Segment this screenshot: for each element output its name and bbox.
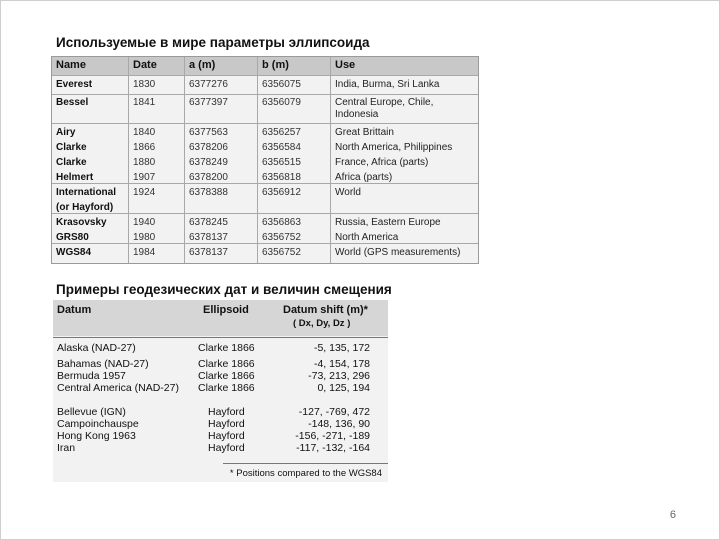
ellipsoid-cell-a: 6378200 bbox=[189, 172, 228, 183]
ellipsoid-cell-use-continued: Indonesia bbox=[335, 109, 379, 120]
datum-row bbox=[53, 442, 388, 454]
ellipsoid-cell-a: 6378249 bbox=[189, 157, 228, 168]
datum-row bbox=[53, 342, 388, 354]
ellipsoid-cell-use: Central Europe, Chile, bbox=[335, 97, 434, 108]
ellipsoid-cell-use: India, Burma, Sri Lanka bbox=[335, 79, 440, 90]
datum-cell-datum: Campoinchauspe bbox=[57, 418, 139, 430]
row-divider bbox=[52, 94, 478, 95]
datum-group bbox=[53, 406, 388, 454]
ellipsoid-cell-a: 6378245 bbox=[189, 217, 228, 228]
datum-cell-shift: 0, 125, 194 bbox=[317, 382, 370, 394]
ellipsoid-cell-a: 6378206 bbox=[189, 142, 228, 153]
datum-cell-shift: -4, 154, 178 bbox=[313, 358, 370, 370]
header-name: Name bbox=[56, 59, 86, 71]
datum-row bbox=[53, 370, 388, 382]
datum-cell-ellipsoid: Hayford bbox=[208, 430, 245, 442]
datum-shifts-heading: Примеры геодезических дат и величин смещения bbox=[56, 282, 392, 297]
ellipsoid-cell-use: North America, Philippines bbox=[335, 142, 453, 153]
ellipsoid-cell-a: 6377563 bbox=[189, 127, 228, 138]
ellipsoid-cell-date: 1924 bbox=[133, 187, 156, 198]
ellipsoid-table bbox=[51, 56, 479, 264]
datum-cell-shift: -148, 136, 90 bbox=[308, 418, 370, 430]
datum-cell-shift: -117, -132, -164 bbox=[296, 442, 370, 454]
header-divider bbox=[53, 337, 388, 338]
column-divider bbox=[184, 57, 185, 263]
ellipsoid-cell-b: 6356584 bbox=[262, 142, 301, 153]
column-divider bbox=[330, 57, 331, 263]
ellipsoid-cell-b: 6356863 bbox=[262, 217, 301, 228]
ellipsoid-cell-b: 6356515 bbox=[262, 157, 301, 168]
ellipsoid-cell-use: Africa (parts) bbox=[335, 172, 393, 183]
datum-cell-datum: Bellevue (IGN) bbox=[57, 406, 126, 418]
header-datum: Datum bbox=[57, 304, 92, 316]
header-datum-shift: Datum shift (m)* bbox=[283, 304, 368, 316]
ellipsoid-cell-name: WGS84 bbox=[56, 247, 92, 258]
ellipsoid-table-header bbox=[52, 57, 478, 75]
footnote: * Positions compared to the WGS84 bbox=[229, 468, 382, 479]
header-ellipsoid: Ellipsoid bbox=[203, 304, 249, 316]
ellipsoid-cell-date: 1841 bbox=[133, 97, 156, 108]
ellipsoid-cell-date: 1866 bbox=[133, 142, 156, 153]
ellipsoid-cell-b: 6356079 bbox=[262, 97, 301, 108]
ellipsoid-cell-b: 6356752 bbox=[262, 247, 301, 258]
ellipsoid-cell-date: 1830 bbox=[133, 79, 156, 90]
row-divider bbox=[52, 213, 478, 214]
ellipsoid-cell-name: Helmert bbox=[56, 172, 94, 183]
datum-cell-datum: Bahamas (NAD-27) bbox=[57, 358, 149, 370]
row-divider bbox=[52, 183, 478, 184]
datum-group bbox=[53, 342, 388, 354]
ellipsoid-cell-date: 1940 bbox=[133, 217, 156, 228]
datum-table bbox=[53, 300, 388, 482]
ellipsoid-cell-a: 6377276 bbox=[189, 79, 228, 90]
header-b: b (m) bbox=[262, 59, 289, 71]
ellipsoid-cell-b: 6356818 bbox=[262, 172, 301, 183]
datum-cell-datum: Hong Kong 1963 bbox=[57, 430, 136, 442]
ellipsoid-cell-date: 1840 bbox=[133, 127, 156, 138]
header-date: Date bbox=[133, 59, 157, 71]
datum-cell-ellipsoid: Clarke 1866 bbox=[198, 382, 255, 394]
datum-row bbox=[53, 406, 388, 418]
ellipsoid-cell-b: 6356752 bbox=[262, 232, 301, 243]
ellipsoid-cell-b: 6356257 bbox=[262, 127, 301, 138]
datum-cell-ellipsoid: Hayford bbox=[208, 406, 245, 418]
ellipsoid-cell-date: 1984 bbox=[133, 247, 156, 258]
column-divider bbox=[128, 57, 129, 263]
datum-cell-shift: -127, -769, 472 bbox=[298, 406, 370, 418]
ellipsoid-cell-a: 6378137 bbox=[189, 247, 228, 258]
ellipsoid-cell-date: 1907 bbox=[133, 172, 156, 183]
ellipsoid-cell-name: Krasovsky bbox=[56, 217, 107, 228]
datum-cell-ellipsoid: Clarke 1866 bbox=[198, 342, 255, 354]
row-divider bbox=[52, 75, 478, 76]
ellipsoid-cell-name: Airy bbox=[56, 127, 76, 138]
row-divider bbox=[52, 243, 478, 244]
ellipsoid-cell-name: Everest bbox=[56, 79, 93, 90]
ellipsoid-cell-a: 6378137 bbox=[189, 232, 228, 243]
ellipsoid-cell-name: GRS80 bbox=[56, 232, 89, 243]
ellipsoid-cell-date: 1980 bbox=[133, 232, 156, 243]
datum-cell-shift: -73, 213, 296 bbox=[308, 370, 370, 382]
column-divider bbox=[257, 57, 258, 263]
datum-cell-datum: Alaska (NAD-27) bbox=[57, 342, 136, 354]
header-shift-components: ( Dx, Dy, Dz ) bbox=[293, 318, 351, 329]
ellipsoid-cell-date: 1880 bbox=[133, 157, 156, 168]
ellipsoid-parameters-heading: Используемые в мире параметры эллипсоида bbox=[56, 35, 370, 50]
datum-row bbox=[53, 418, 388, 430]
datum-cell-datum: Iran bbox=[57, 442, 76, 454]
datum-cell-shift: -5, 135, 172 bbox=[313, 342, 370, 354]
datum-cell-ellipsoid: Clarke 1866 bbox=[198, 358, 255, 370]
page-number: 6 bbox=[669, 509, 676, 521]
ellipsoid-cell-name: Clarke bbox=[56, 142, 87, 153]
footnote-divider bbox=[223, 463, 388, 464]
ellipsoid-cell-use: Russia, Eastern Europe bbox=[335, 217, 441, 228]
ellipsoid-cell-b: 6356912 bbox=[262, 187, 301, 198]
header-use: Use bbox=[335, 59, 356, 71]
ellipsoid-cell-use: World bbox=[335, 187, 361, 198]
ellipsoid-cell-use: North America bbox=[335, 232, 399, 243]
ellipsoid-cell-name: Bessel bbox=[56, 97, 89, 108]
ellipsoid-cell-a: 6377397 bbox=[189, 97, 228, 108]
datum-group bbox=[53, 358, 388, 394]
ellipsoid-cell-use: France, Africa (parts) bbox=[335, 157, 429, 168]
ellipsoid-cell-name: International bbox=[56, 187, 117, 198]
datum-cell-shift: -156, -271, -189 bbox=[295, 430, 370, 442]
ellipsoid-cell-name: (or Hayford) bbox=[56, 202, 114, 213]
datum-cell-datum: Central America (NAD-27) bbox=[57, 382, 179, 394]
row-divider bbox=[52, 123, 478, 124]
datum-cell-ellipsoid: Hayford bbox=[208, 442, 245, 454]
ellipsoid-cell-name: Clarke bbox=[56, 157, 87, 168]
datum-row bbox=[53, 382, 388, 394]
datum-cell-ellipsoid: Clarke 1866 bbox=[198, 370, 255, 382]
ellipsoid-cell-use: Great Brittain bbox=[335, 127, 394, 138]
datum-row bbox=[53, 358, 388, 370]
header-a: a (m) bbox=[189, 59, 216, 71]
datum-cell-ellipsoid: Hayford bbox=[208, 418, 245, 430]
ellipsoid-cell-b: 6356075 bbox=[262, 79, 301, 90]
ellipsoid-cell-use: World (GPS measurements) bbox=[335, 247, 461, 258]
datum-cell-datum: Bermuda 1957 bbox=[57, 370, 126, 382]
datum-row bbox=[53, 430, 388, 442]
ellipsoid-cell-a: 6378388 bbox=[189, 187, 228, 198]
